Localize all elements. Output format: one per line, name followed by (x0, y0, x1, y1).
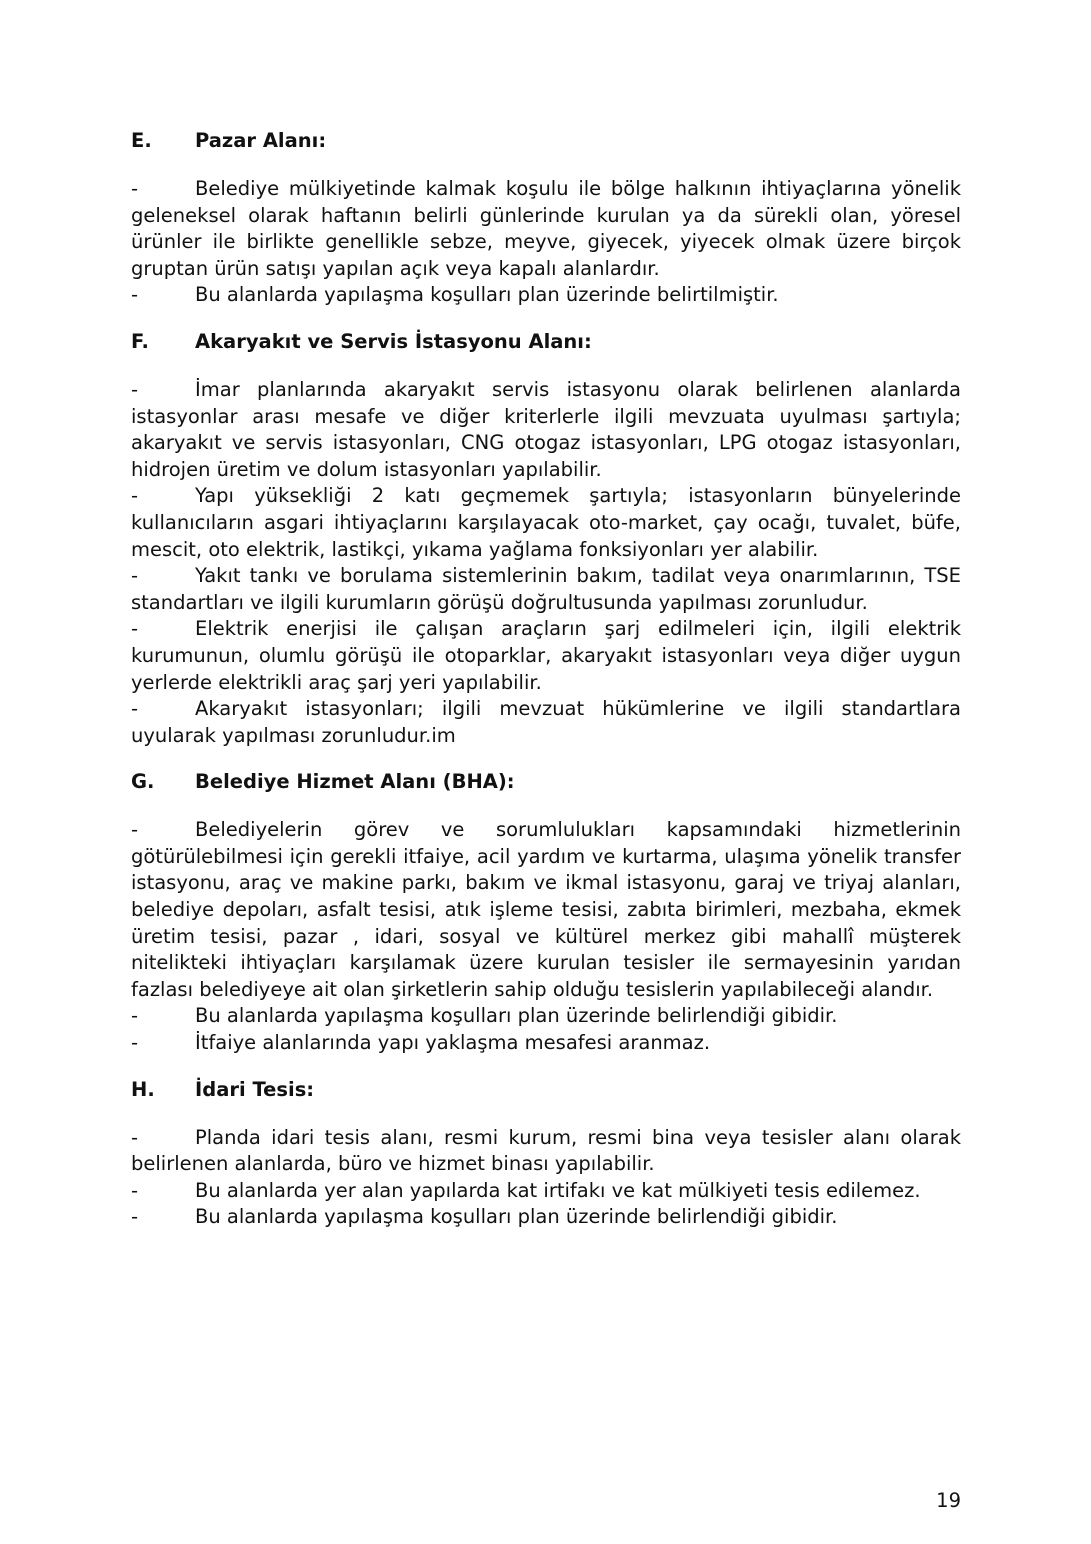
bullet-dash: - (131, 1004, 139, 1028)
list-item (131, 282, 961, 309)
list-item (131, 1178, 961, 1205)
section-letter: E. (131, 129, 152, 152)
section-title: Akaryakıt ve Servis İstasyonu Alanı: (195, 329, 592, 353)
section-pazar-alani (131, 128, 961, 309)
section-letter: F. (131, 329, 149, 353)
bullet-dash: - (131, 484, 139, 508)
section-heading (131, 128, 961, 154)
section-title: Belediye Hizmet Alanı (BHA): (195, 770, 515, 794)
section-heading (131, 1077, 961, 1103)
bullet-dash: - (131, 697, 139, 721)
page-number: 19 (936, 1489, 961, 1512)
item-text: İmar planlarında akaryakıt servis istasyonu olarak belirlenen alanlarda istasyonlar arası mesafe ve diğer kriterlerle ilgili mevzuata uyulması şartıyla; akaryakıt ve servis istasyonları, CNG otogaz istasyonları, LPG otogaz istasyonları, hidrojen üretim ve dolum istasyonları yapılabilir. (131, 377, 961, 481)
item-text: Elektrik enerjisi ile çalışan araçların şarj edilmeleri için, ilgili elektrik kurumunun, olumlu görüşü ile otoparklar, akaryakıt istasyonları veya diğer uygun yerlerde elektrikli araç şarj yeri yapılabilir. (131, 617, 961, 694)
bullet-dash: - (131, 1178, 139, 1202)
list-item (131, 1030, 961, 1057)
list-item (131, 696, 961, 749)
item-text: Belediyelerin görev ve sorumlulukları kapsamındaki hizmetlerinin götürülebilmesi için gerekli itfaiye, acil yardım ve kurtarma, ulaşıma yönelik transfer istasyonu, araç ve makine parkı, bakım ve ikmal istasyonu, garaj ve triyaj alanları, belediye depoları, asfalt tesisi, atık işleme tesisi, zabıta birimleri, mezbaha, ekmek üretim tesisi, pazar , idari, sosyal ve kültürel merkez gibi mahallî müşterek nitelikteki ihtiyaçları karşılamak üzere kurulan tesisler ile sermayesinin yarıdan fazlası belediyeye ait olan şirketlerin sahip olduğu tesislerin yapılabileceği alandır. (131, 818, 961, 1001)
item-text: Akaryakıt istasyonları; ilgili mevzuat hükümlerine ve ilgili standartlara uyularak yapılması zorunludur.im (131, 697, 961, 747)
item-text: Planda idari tesis alanı, resmi kurum, resmi bina veya tesisler alanı olarak belirlenen alanlarda, büro ve hizmet binası yapılabilir. (131, 1125, 961, 1176)
section-idari-tesis (131, 1077, 961, 1231)
bullet-dash: - (131, 1125, 139, 1149)
item-text: Yakıt tankı ve borulama sistemlerinin bakım, tadilat veya onarımlarının, TSE standartları ve ilgili kurumların görüşü doğrultusunda yapılması zorunludur. (131, 564, 961, 614)
section-heading (131, 769, 961, 795)
document-body (131, 128, 961, 1251)
section-heading (131, 329, 961, 355)
bullet-dash: - (131, 177, 139, 200)
bullet-dash: - (131, 818, 139, 842)
bullet-dash: - (131, 617, 139, 641)
bullet-dash: - (131, 283, 139, 307)
item-text: İtfaiye alanlarında yapı yaklaşma mesafesi aranmaz. (195, 1031, 711, 1055)
bullet-dash: - (131, 1205, 139, 1229)
section-title: İdari Tesis: (195, 1077, 315, 1101)
list-item (131, 483, 961, 563)
item-text: Bu alanlarda yer alan yapılarda kat irtifakı ve kat mülkiyeti tesis edilemez. (195, 1178, 921, 1202)
bullet-dash: - (131, 1031, 139, 1055)
list-item (131, 616, 961, 696)
list-item (131, 1003, 961, 1030)
list-item (131, 1204, 961, 1231)
section-letter: H. (131, 1077, 155, 1101)
section-akaryakit-alani (131, 329, 961, 749)
list-item (131, 563, 961, 616)
bullet-dash: - (131, 377, 139, 401)
item-text: Bu alanlarda yapılaşma koşulları plan üzerinde belirtilmiştir. (195, 283, 779, 307)
item-text: Bu alanlarda yapılaşma koşulları plan üzerinde belirlendiği gibidir. (195, 1205, 838, 1229)
section-belediye-hizmet-alani (131, 769, 961, 1056)
list-item (131, 176, 961, 282)
list-item (131, 817, 961, 1003)
bullet-dash: - (131, 564, 139, 588)
section-title: Pazar Alanı: (195, 129, 327, 152)
section-letter: G. (131, 770, 155, 794)
item-text: Bu alanlarda yapılaşma koşulları plan üzerinde belirlendiği gibidir. (195, 1004, 838, 1028)
list-item (131, 377, 961, 483)
list-item (131, 1125, 961, 1178)
item-text: Yapı yüksekliği 2 katı geçmemek şartıyla; istasyonların bünyelerinde kullanıcıların asgari ihtiyaçlarını karşılayacak oto-market, çay ocağı, tuvalet, büfe, mescit, oto elektrik, lastikçi, yıkama yağlama fonksiyonları yer alabilir. (131, 484, 961, 561)
item-text: Belediye mülkiyetinde kalmak koşulu ile bölge halkının ihtiyaçlarına yönelik geleneksel olarak haftanın belirli günlerinde kurulan ya da sürekli olan, yöresel ürünler ile birlikte genellikle sebze, meyve, giyecek, yiyecek olmak üzere birçok gruptan ürün satışı yapılan açık veya kapalı alanlardır. (131, 177, 961, 280)
